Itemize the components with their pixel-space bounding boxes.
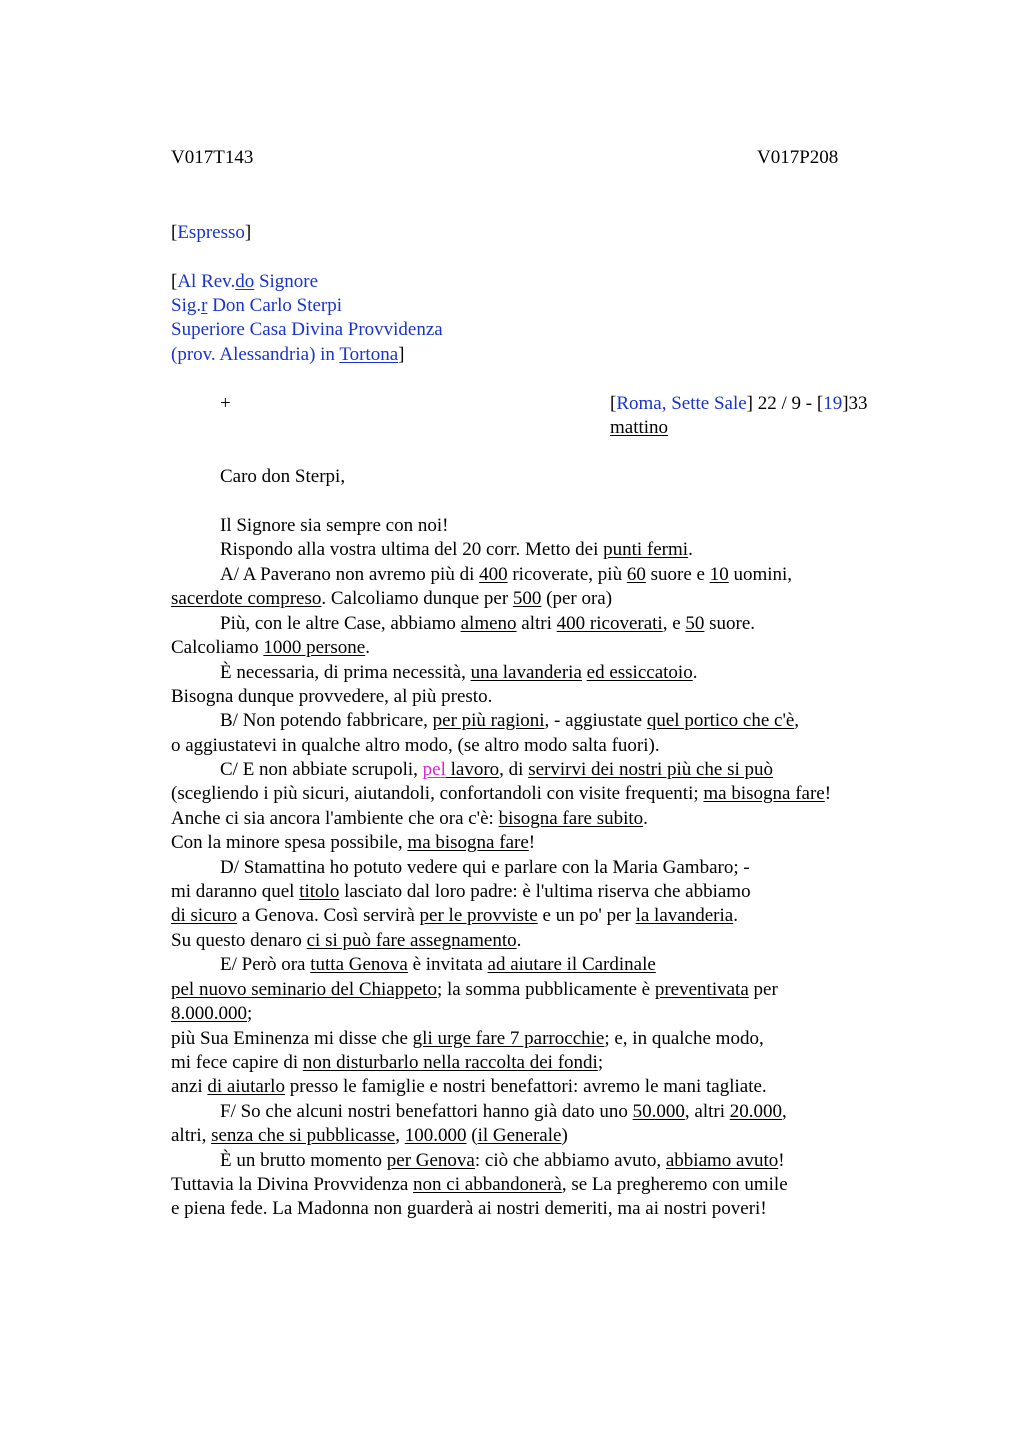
underlined-text: bisogna fare subito [498,808,644,829]
text-segment: altri [516,613,557,634]
text-segment: , - aggiustate [544,710,647,731]
underlined-text: di aiutarlo [207,1076,285,1097]
body-line [220,514,448,538]
text-segment: Bisogna dunque provvedere, al più presto. [171,686,493,707]
underlined-text: 20.000 [729,1101,782,1122]
address-line-1: [Al Rev.do Signore [171,271,319,292]
text-segment: ricoverate, più [507,564,627,585]
text-segment: Su questo denaro [171,930,307,951]
underlined-text: di sicuro [171,905,237,926]
salutation: Caro don Sterpi, [220,466,346,487]
text-segment: A/ A Paverano non avremo più di [220,564,480,585]
text-segment: è invitata [407,954,488,975]
text-segment: . Calcoliamo dunque per [321,588,513,609]
text-segment: suore e [645,564,710,585]
body-line [220,538,693,562]
body-line [171,831,535,855]
text-segment: suore. [704,613,756,634]
underlined-text: una lavanderia [470,662,582,683]
underlined-text: gli urge fare 7 parrocchie [412,1028,605,1049]
text-segment: lasciato dal loro padre: è l'ultima riserva che abbiamo [339,881,751,902]
body-line [171,636,370,660]
text-segment: o aggiustatevi in qualche altro modo, (se altro modo salta fuori). [171,735,660,756]
text-segment: F/ So che alcuni nostri benefattori hanno già dato uno [220,1101,633,1122]
underlined-text: ad aiutare il Cardinale [487,954,656,975]
text-segment: : ciò che abbiamo avuto, [474,1150,666,1171]
body-line [171,807,648,831]
body-line [171,1173,788,1197]
underlined-text: il Generale [477,1125,562,1146]
body-line [220,563,792,587]
text-segment: altri, [171,1125,212,1146]
underlined-text: ma bisogna fare [407,832,529,853]
text-segment: È un brutto momento [220,1150,387,1171]
text-segment: (scegliendo i più sicuri, aiutandoli, confortandoli con visite frequenti; [171,783,704,804]
underlined-text: 400 [479,564,508,585]
text-segment: . [516,930,522,951]
underlined-text: 400 ricoverati [556,613,663,634]
body-line [220,856,750,880]
text-segment: (per ora) [541,588,613,609]
text-segment: . [692,662,698,683]
text-segment: Tuttavia la Divina Provvidenza [171,1174,414,1195]
underlined-text: 50 [685,613,705,634]
underlined-text: preventivata [654,979,749,1000]
text-segment: Più, con le altre Case, abbiamo [220,613,461,634]
body-line [171,1027,764,1051]
body-line [171,880,751,904]
text-segment: D/ Stamattina ho potuto vedere qui e parlare con la Maria Gambaro; - [220,857,750,878]
underlined-text: quel portico che c'è [646,710,795,731]
address-line-4: (prov. Alessandria) in Tortona] [171,344,405,365]
text-segment: Calcoliamo [171,637,264,658]
text-segment: ! [778,1150,785,1171]
body-line [171,685,492,709]
underlined-text: 50.000 [632,1101,685,1122]
text-segment: mi fece capire di [171,1052,303,1073]
body-line [171,734,660,758]
body-line [220,612,755,636]
text-segment: , altri [684,1101,730,1122]
underlined-text: non ci abbandonerà [413,1174,562,1195]
text-segment: , e [662,613,686,634]
underlined-text: almeno [460,613,517,634]
underlined-text: punti fermi [603,539,689,560]
header-left-code: V017T143 [171,147,254,168]
text-segment: , [395,1125,405,1146]
underlined-text: titolo [299,881,340,902]
text-segment: , se La pregheremo con umile [561,1174,788,1195]
text-segment: mi daranno quel [171,881,300,902]
body-line [171,1124,568,1148]
underlined-text: ma bisogna fare [703,783,825,804]
dateline-time: mattino [610,417,669,438]
underlined-text: sacerdote compreso [171,588,322,609]
text-segment: ( [466,1125,478,1146]
text-segment: . [365,637,370,658]
cross-symbol: + [220,393,231,414]
text-segment: È necessaria, di prima necessità, [220,662,471,683]
body-line [220,758,773,782]
address-line-3: Superiore Casa Divina Provvidenza [171,319,443,340]
text-segment: , di [499,759,529,780]
text-segment: ; e, in qualche modo, [604,1028,764,1049]
text-segment: Con la minore spesa possibile, [171,832,408,853]
underlined-text: abbiamo avuto [665,1150,779,1171]
text-segment: C/ E non abbiate scrupoli, [220,759,423,780]
underlined-text: lavoro [445,759,500,780]
underlined-text: 500 [512,588,542,609]
body-line [220,1149,785,1173]
delivery-note: [Espresso] [171,222,252,243]
text-segment: ; [597,1052,604,1073]
underlined-text: pel [422,759,446,780]
text-segment: E/ Però ora [220,954,311,975]
text-segment: Rispondo alla vostra ultima del 20 corr. Metto dei [220,539,604,560]
text-segment: presso le famiglie e nostri benefattori: avremo le mani tagliate. [284,1076,767,1097]
text-segment: ; [247,1003,253,1024]
text-segment: . [688,539,693,560]
body-line [171,1051,603,1075]
underlined-text: 1000 persone [263,637,366,658]
text-segment: anzi [171,1076,208,1097]
text-segment: , [794,710,800,731]
underlined-text: ci si può fare assegnamento [306,930,517,951]
body-line [171,1002,252,1026]
header-right-code: V017P208 [757,147,839,168]
body-line [220,661,697,685]
underlined-text: non disturbarlo nella raccolta dei fondi [302,1052,598,1073]
underlined-text: per Genova [386,1150,475,1171]
text-segment: ) [561,1125,568,1146]
body-line [171,904,738,928]
underlined-text: la lavanderia [635,905,734,926]
text-segment: Il Signore sia sempre con noi! [220,515,449,536]
underlined-text: 8.000.000 [171,1003,247,1024]
body-line [220,953,656,977]
body-line [171,1197,767,1221]
text-segment: , [782,1101,787,1122]
text-segment: ; la somma pubblicamente è [436,979,655,1000]
text-segment: . [643,808,648,829]
body-line [171,978,778,1002]
underlined-text: per le provviste [419,905,538,926]
underlined-text: tutta Genova [310,954,408,975]
body-line [171,1075,767,1099]
text-segment: a Genova. Così servirà [236,905,420,926]
text-segment: e piena fede. La Madonna non guarderà ai nostri demeriti, ma ai nostri poveri! [171,1198,767,1219]
text-segment: ! [528,832,536,853]
espresso-label: Espresso [177,222,245,243]
text-segment: B/ Non potendo fabbricare, [220,710,433,731]
dateline: [Roma, Sette Sale] 22 / 9 - [19]33 [610,393,868,414]
text-segment: . [733,905,738,926]
underlined-text: 60 [626,564,646,585]
underlined-text: per più ragioni [432,710,545,731]
body-line [220,1100,787,1124]
body-line [220,709,799,733]
text-segment: e un po' per [537,905,636,926]
underlined-text: ed essiccatoio [586,662,693,683]
underlined-text: pel nuovo seminario del Chiappeto [171,979,437,1000]
underlined-text: 10 [709,564,729,585]
body-line [171,782,831,806]
body-line [171,587,612,611]
body-line [171,929,521,953]
text-segment: per [748,979,778,1000]
text-segment: ! [824,783,832,804]
underlined-text: 100.000 [404,1125,467,1146]
text-segment: uomini, [728,564,793,585]
underlined-text: senza che si pubblicasse [211,1125,396,1146]
text-segment: più Sua Eminenza mi disse che [171,1028,413,1049]
underlined-text: servirvi dei nostri più che si può [528,759,774,780]
address-line-2: Sig.r Don Carlo Sterpi [171,295,343,316]
text-segment: Anche ci sia ancora l'ambiente che ora c'è: [171,808,499,829]
